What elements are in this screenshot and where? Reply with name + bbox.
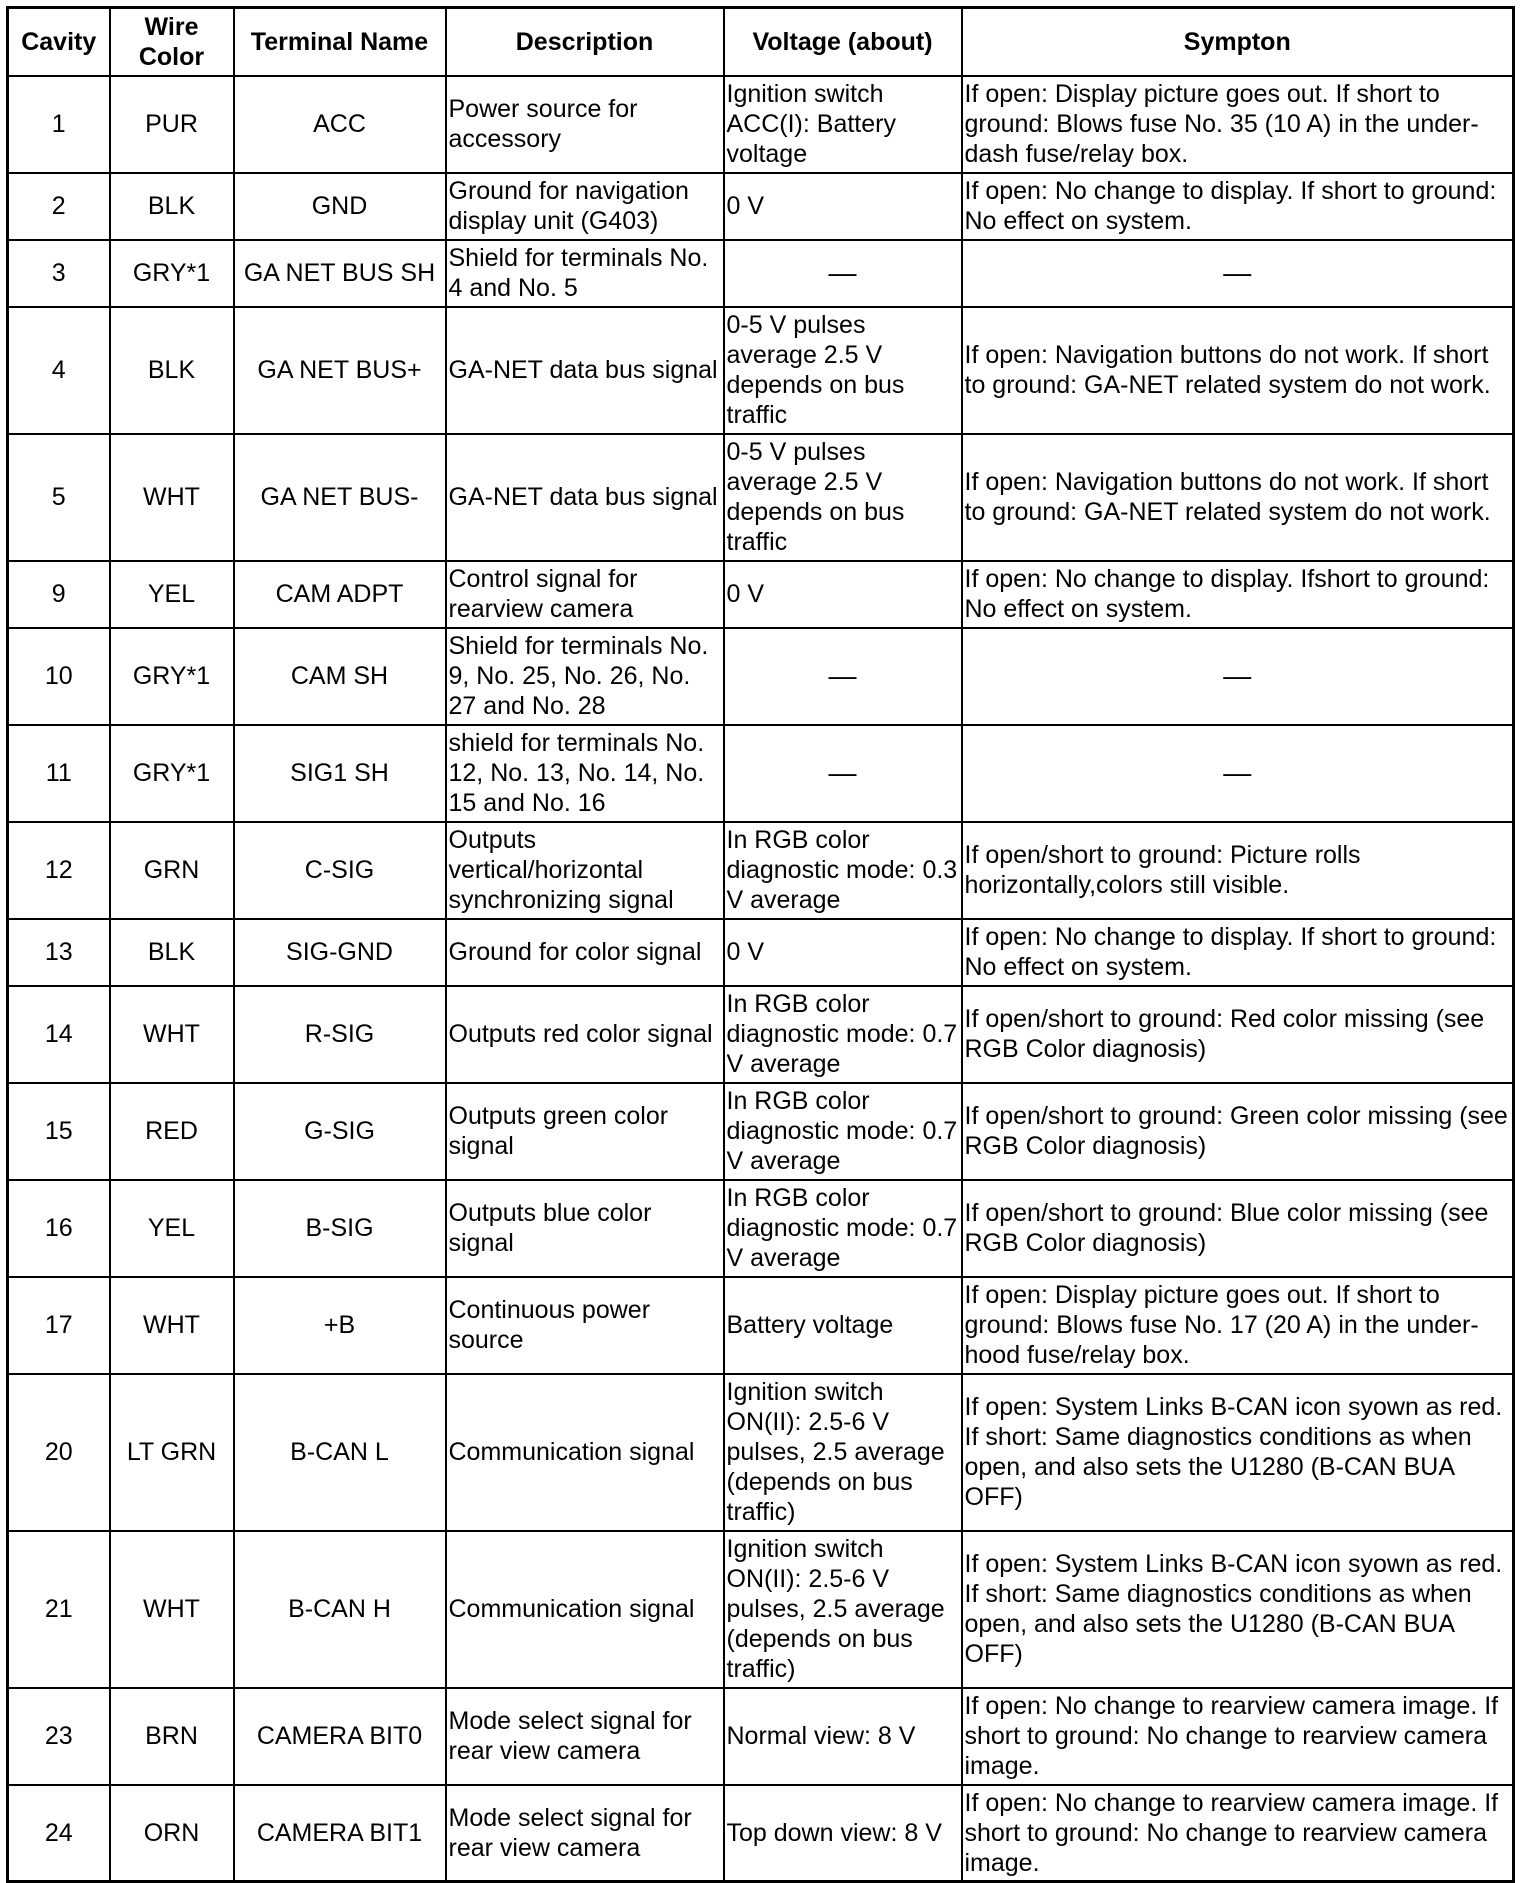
table-row bbox=[8, 1180, 1514, 1277]
cavity-cell: 24 bbox=[8, 1785, 110, 1882]
symptom-cell: If open/short to ground: Blue color missing (see RGB Color diagnosis) bbox=[962, 1180, 1514, 1277]
wire-color-cell: GRY*1 bbox=[110, 240, 234, 307]
header-row bbox=[8, 8, 1514, 76]
terminal-name-cell: SIG-GND bbox=[234, 919, 446, 986]
symptom-cell: If open: No change to display. Ifshort to ground: No effect on system. bbox=[962, 561, 1514, 628]
voltage-cell: — bbox=[724, 725, 962, 822]
wire-color-cell: GRY*1 bbox=[110, 725, 234, 822]
terminal-name-cell: GA NET BUS- bbox=[234, 434, 446, 561]
voltage-cell: Normal view: 8 V bbox=[724, 1688, 962, 1785]
voltage-cell: In RGB color diagnostic mode: 0.7 V average bbox=[724, 1083, 962, 1180]
terminal-name-cell: SIG1 SH bbox=[234, 725, 446, 822]
cavity-cell: 15 bbox=[8, 1083, 110, 1180]
terminal-name-cell: ACC bbox=[234, 76, 446, 173]
wire-color-cell: ORN bbox=[110, 1785, 234, 1882]
description-cell: Continuous power source bbox=[446, 1277, 724, 1374]
cavity-cell: 14 bbox=[8, 986, 110, 1083]
cavity-cell: 11 bbox=[8, 725, 110, 822]
table-row bbox=[8, 1277, 1514, 1374]
terminal-name-cell: C-SIG bbox=[234, 822, 446, 919]
terminal-name-cell: GND bbox=[234, 173, 446, 240]
description-cell: Communication signal bbox=[446, 1374, 724, 1531]
symptom-cell: If open/short to ground: Green color missing (see RGB Color diagnosis) bbox=[962, 1083, 1514, 1180]
cavity-cell: 13 bbox=[8, 919, 110, 986]
cavity-cell: 3 bbox=[8, 240, 110, 307]
voltage-cell: Battery voltage bbox=[724, 1277, 962, 1374]
table-row bbox=[8, 986, 1514, 1083]
symptom-cell: If open: No change to rearview camera image. If short to ground: No change to rearview camera image. bbox=[962, 1688, 1514, 1785]
table-row bbox=[8, 919, 1514, 986]
cavity-cell: 2 bbox=[8, 173, 110, 240]
symptom-cell: If open: System Links B-CAN icon syown as red. If short: Same diagnostics conditions as when open, and also sets the U1280 (B-CAN BUA OFF) bbox=[962, 1531, 1514, 1688]
voltage-cell: In RGB color diagnostic mode: 0.7 V average bbox=[724, 1180, 962, 1277]
voltage-cell: 0-5 V pulses average 2.5 V depends on bus traffic bbox=[724, 307, 962, 434]
table-row bbox=[8, 1688, 1514, 1785]
description-cell: Mode select signal for rear view camera bbox=[446, 1785, 724, 1882]
cavity-cell: 5 bbox=[8, 434, 110, 561]
description-cell: Ground for color signal bbox=[446, 919, 724, 986]
cavity-cell: 16 bbox=[8, 1180, 110, 1277]
cavity-cell: 10 bbox=[8, 628, 110, 725]
voltage-cell: 0-5 V pulses average 2.5 V depends on bus traffic bbox=[724, 434, 962, 561]
col-header-wire-color: Wire Color bbox=[110, 8, 234, 76]
terminal-name-cell: CAMERA BIT1 bbox=[234, 1785, 446, 1882]
terminal-name-cell: +B bbox=[234, 1277, 446, 1374]
wire-color-cell: GRN bbox=[110, 822, 234, 919]
terminal-name-cell: R-SIG bbox=[234, 986, 446, 1083]
table-row bbox=[8, 1785, 1514, 1882]
terminal-name-cell: GA NET BUS+ bbox=[234, 307, 446, 434]
table-row bbox=[8, 76, 1514, 173]
description-cell: Power source for accessory bbox=[446, 76, 724, 173]
symptom-cell: If open: System Links B-CAN icon syown as red. If short: Same diagnostics conditions as when open, and also sets the U1280 (B-CAN BUA OFF) bbox=[962, 1374, 1514, 1531]
symptom-cell: If open: Navigation buttons do not work. If short to ground: GA-NET related system do not work. bbox=[962, 434, 1514, 561]
voltage-cell: In RGB color diagnostic mode: 0.7 V average bbox=[724, 986, 962, 1083]
table-row bbox=[8, 1374, 1514, 1531]
cavity-cell: 9 bbox=[8, 561, 110, 628]
voltage-cell: Top down view: 8 V bbox=[724, 1785, 962, 1882]
description-cell: GA-NET data bus signal bbox=[446, 434, 724, 561]
cavity-cell: 20 bbox=[8, 1374, 110, 1531]
description-cell: Shield for terminals No. 9, No. 25, No. 26, No. 27 and No. 28 bbox=[446, 628, 724, 725]
wire-color-cell: GRY*1 bbox=[110, 628, 234, 725]
table-row bbox=[8, 1531, 1514, 1688]
wire-color-cell: YEL bbox=[110, 1180, 234, 1277]
symptom-cell: — bbox=[962, 240, 1514, 307]
terminal-name-cell: GA NET BUS SH bbox=[234, 240, 446, 307]
wire-color-cell: BLK bbox=[110, 173, 234, 240]
voltage-cell: — bbox=[724, 240, 962, 307]
terminal-name-cell: B-CAN H bbox=[234, 1531, 446, 1688]
voltage-cell: 0 V bbox=[724, 919, 962, 986]
table-row bbox=[8, 561, 1514, 628]
wire-color-cell: YEL bbox=[110, 561, 234, 628]
description-cell: Outputs blue color signal bbox=[446, 1180, 724, 1277]
voltage-cell: Ignition switch ACC(I): Battery voltage bbox=[724, 76, 962, 173]
wire-color-cell: PUR bbox=[110, 76, 234, 173]
voltage-cell: — bbox=[724, 628, 962, 725]
cavity-cell: 1 bbox=[8, 76, 110, 173]
table-row bbox=[8, 1083, 1514, 1180]
wire-color-cell: WHT bbox=[110, 1277, 234, 1374]
col-header-terminal-name: Terminal Name bbox=[234, 8, 446, 76]
description-cell: Outputs vertical/horizontal synchronizing signal bbox=[446, 822, 724, 919]
terminal-name-cell: CAM SH bbox=[234, 628, 446, 725]
wire-color-cell: WHT bbox=[110, 1531, 234, 1688]
symptom-cell: If open: Display picture goes out. If short to ground: Blows fuse No. 17 (20 A) in the under-hood fuse/relay box. bbox=[962, 1277, 1514, 1374]
col-header-symptom: Sympton bbox=[962, 8, 1514, 76]
symptom-cell: If open: No change to display. If short to ground: No effect on system. bbox=[962, 173, 1514, 240]
description-cell: Mode select signal for rear view camera bbox=[446, 1688, 724, 1785]
description-cell: shield for terminals No. 12, No. 13, No. 14, No. 15 and No. 16 bbox=[446, 725, 724, 822]
wire-color-cell: BRN bbox=[110, 1688, 234, 1785]
table-row bbox=[8, 725, 1514, 822]
symptom-cell: If open: No change to rearview camera image. If short to ground: No change to rearview camera image. bbox=[962, 1785, 1514, 1882]
table-body bbox=[8, 76, 1514, 1882]
wire-color-cell: WHT bbox=[110, 986, 234, 1083]
table-row bbox=[8, 173, 1514, 240]
description-cell: Control signal for rearview camera bbox=[446, 561, 724, 628]
table-row bbox=[8, 307, 1514, 434]
cavity-cell: 4 bbox=[8, 307, 110, 434]
cavity-cell: 17 bbox=[8, 1277, 110, 1374]
symptom-cell: — bbox=[962, 628, 1514, 725]
wire-color-cell: BLK bbox=[110, 919, 234, 986]
description-cell: Outputs green color signal bbox=[446, 1083, 724, 1180]
symptom-cell: If open: No change to display. If short to ground: No effect on system. bbox=[962, 919, 1514, 986]
wire-color-cell: LT GRN bbox=[110, 1374, 234, 1531]
symptom-cell: If open: Navigation buttons do not work. If short to ground: GA-NET related system do not work. bbox=[962, 307, 1514, 434]
table-row bbox=[8, 434, 1514, 561]
terminal-name-cell: G-SIG bbox=[234, 1083, 446, 1180]
voltage-cell: Ignition switch ON(II): 2.5-6 V pulses, 2.5 average (depends on bus traffic) bbox=[724, 1374, 962, 1531]
symptom-cell: If open/short to ground: Red color missing (see RGB Color diagnosis) bbox=[962, 986, 1514, 1083]
wire-color-cell: BLK bbox=[110, 307, 234, 434]
terminal-name-cell: CAMERA BIT0 bbox=[234, 1688, 446, 1785]
symptom-cell: — bbox=[962, 725, 1514, 822]
col-header-cavity: Cavity bbox=[8, 8, 110, 76]
symptom-cell: If open: Display picture goes out. If short to ground: Blows fuse No. 35 (10 A) in the under-dash fuse/relay box. bbox=[962, 76, 1514, 173]
description-cell: Outputs red color signal bbox=[446, 986, 724, 1083]
wire-color-cell: WHT bbox=[110, 434, 234, 561]
wire-color-cell: RED bbox=[110, 1083, 234, 1180]
table-row bbox=[8, 240, 1514, 307]
voltage-cell: 0 V bbox=[724, 173, 962, 240]
symptom-cell: If open/short to ground: Picture rolls horizontally,colors still visible. bbox=[962, 822, 1514, 919]
terminal-name-cell: CAM ADPT bbox=[234, 561, 446, 628]
voltage-cell: In RGB color diagnostic mode: 0.3 V average bbox=[724, 822, 962, 919]
cavity-cell: 21 bbox=[8, 1531, 110, 1688]
col-header-voltage: Voltage (about) bbox=[724, 8, 962, 76]
description-cell: Ground for navigation display unit (G403) bbox=[446, 173, 724, 240]
voltage-cell: 0 V bbox=[724, 561, 962, 628]
description-cell: Shield for terminals No. 4 and No. 5 bbox=[446, 240, 724, 307]
table-row bbox=[8, 822, 1514, 919]
voltage-cell: Ignition switch ON(II): 2.5-6 V pulses, 2.5 average (depends on bus traffic) bbox=[724, 1531, 962, 1688]
description-cell: GA-NET data bus signal bbox=[446, 307, 724, 434]
cavity-cell: 23 bbox=[8, 1688, 110, 1785]
terminal-name-cell: B-CAN L bbox=[234, 1374, 446, 1531]
terminal-name-cell: B-SIG bbox=[234, 1180, 446, 1277]
table-row bbox=[8, 628, 1514, 725]
description-cell: Communication signal bbox=[446, 1531, 724, 1688]
terminal-table bbox=[6, 6, 1515, 1883]
col-header-description: Description bbox=[446, 8, 724, 76]
cavity-cell: 12 bbox=[8, 822, 110, 919]
